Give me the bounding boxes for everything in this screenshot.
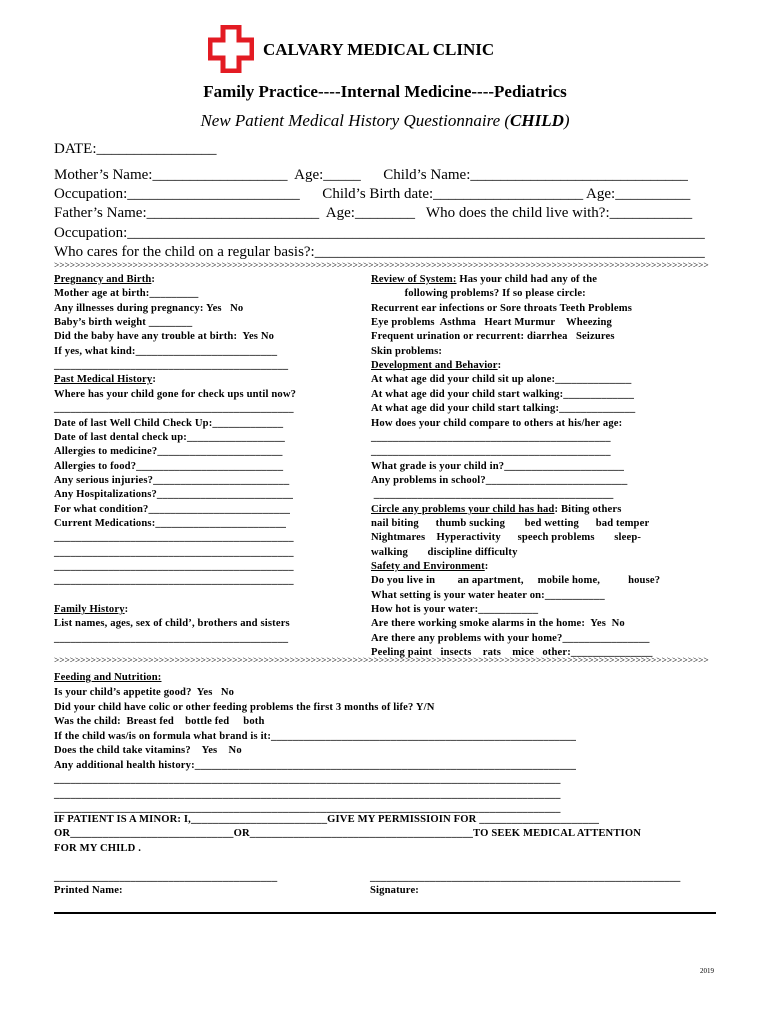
line-text: Date of last Well Child Check Up:_____________ <box>54 417 284 429</box>
line-text: Skin problems: <box>371 345 443 357</box>
line-text: How hot is your water:___________ <box>371 604 539 616</box>
line-text: If yes, what kind:__________________________ <box>54 345 278 357</box>
line-text: Where has your child gone for check ups until now? <box>54 388 297 400</box>
line-text: ____________________________________________ <box>371 431 611 443</box>
right-column-line[interactable] <box>371 490 613 501</box>
right-column-line[interactable] <box>371 462 624 473</box>
left-column-line[interactable] <box>54 289 199 300</box>
line-text: What grade is your child in?______________________ <box>371 460 625 472</box>
line-suffix: : Biting others <box>554 503 622 515</box>
line-suffix: : <box>484 561 489 572</box>
left-column-line[interactable] <box>54 433 285 444</box>
right-column-line[interactable] <box>371 447 611 458</box>
right-column-line <box>371 619 625 630</box>
right-column-line[interactable] <box>371 591 605 602</box>
right-column-line <box>371 576 660 587</box>
line-text: At what age did your child sit up alone:______________ <box>371 374 632 386</box>
line-text: Any serious injuries?_________________________ <box>54 474 290 486</box>
right-column-line[interactable] <box>371 605 538 616</box>
right-column-line[interactable] <box>371 404 635 415</box>
left-column-line <box>54 275 155 286</box>
line-text: Circle any problems your child has had <box>371 503 555 515</box>
right-column-line <box>371 548 518 559</box>
form-title-suffix: ) <box>563 111 570 130</box>
form-title-child: CHILD <box>510 111 564 130</box>
line-text: Peeling paint insects rats mice other:_______________ <box>371 647 653 659</box>
line-text: Mother age at birth:_________ <box>54 288 199 300</box>
date-field[interactable]: DATE:________________ <box>54 141 217 157</box>
feeding-line: Did your child have colic or other feeding problems the first 3 months of life? Y/N <box>54 701 435 713</box>
line-text: ____________________________________________ <box>54 532 294 544</box>
right-column-line <box>371 533 641 544</box>
left-column-line[interactable] <box>54 548 294 559</box>
line-text: ____________________________________________ <box>54 403 294 415</box>
line-text: ___________________________________________ <box>54 360 289 372</box>
line-text: nail biting thumb sucking bed wetting bad temper <box>371 517 650 529</box>
occupation-birthdate-line[interactable]: Occupation:_______________________ Child’s Birth date:____________________ Age:__________ <box>54 186 691 202</box>
clinic-name: CALVARY MEDICAL CLINIC <box>263 40 495 59</box>
line-suffix: : <box>497 360 502 372</box>
section-separator: >>>>>>>>>>>>>>>>>>>>>>>>>>>>>>>>>>>>>>>>>>>>>>>>>>>>>>>>>>>>>>>>>>>>>>>>>>>>>>>>>>>>>>>>>>>>>>>>>>>>>>>>>>>>>>>>>>>>>>>>>>>>> <box>54 262 709 271</box>
for-my-child-line: FOR MY CHILD . <box>54 843 142 854</box>
line-suffix: Has your child had any of the <box>456 274 598 285</box>
feeding-line[interactable]: If the child was/is on formula what brand is it:________________________________________________________ <box>54 730 577 742</box>
form-title-prefix: New Patient Medical History Questionnaire ( <box>200 111 511 130</box>
line-text: Allergies to food?___________________________ <box>54 460 284 472</box>
line-text: Are there any problems with your home?________________ <box>371 632 650 644</box>
line-text: Any problems in school?__________________________ <box>371 474 628 486</box>
left-column-line[interactable] <box>54 476 289 487</box>
right-column-line <box>371 318 612 329</box>
caregiver-line[interactable]: Who cares for the child on a regular basis?:____________________________________________________ <box>54 244 705 260</box>
feeding-line: Was the child: Breast fed bottle fed both <box>54 716 265 727</box>
left-column-line <box>54 390 296 401</box>
right-column-line[interactable] <box>371 476 627 487</box>
right-column-line <box>371 562 488 573</box>
line-text: Past Medical History <box>54 374 153 386</box>
signature-field[interactable]: _________________________________________________________ <box>370 872 681 883</box>
line-text: ____________________________________________ <box>371 489 614 501</box>
left-column-line[interactable] <box>54 447 283 458</box>
line-text: Are there working smoke alarms in the home: Yes No <box>371 618 625 630</box>
left-column-line <box>54 304 243 315</box>
feeding-line[interactable]: Any additional health history:______________________________________________________________________ <box>54 759 577 771</box>
left-column-line[interactable] <box>54 634 288 645</box>
line-text: Nightmares Hyperactivity speech problems sleep- <box>371 532 642 544</box>
feeding-line: Is your child’s appetite good? Yes No <box>54 687 235 698</box>
line-text: Recurrent ear infections or Sore throats Teeth Problems <box>371 302 632 314</box>
minor-permission-line[interactable]: IF PATIENT IS A MINOR: I,_________________________GIVE MY PERMISSIOIN FOR ______________________ <box>54 814 600 825</box>
line-text: What setting is your water heater on:___________ <box>371 589 605 601</box>
line-text: Date of last dental check up:__________________ <box>54 431 285 443</box>
signature-label: Signature: <box>370 885 419 896</box>
line-text: following problems? If so please circle: <box>371 288 586 300</box>
parent-child-line[interactable]: Mother’s Name:__________________ Age:_____ Child’s Name:_____________________________ <box>54 167 688 183</box>
left-column-line[interactable] <box>54 462 283 473</box>
line-text: Family History <box>54 604 125 616</box>
line-text: For what condition?__________________________ <box>54 503 291 515</box>
line-text: ___________________________________________ <box>54 632 289 644</box>
line-text: Review of System: <box>371 274 457 285</box>
left-column-line[interactable] <box>54 533 294 544</box>
line-text: Frequent urination or recurrent: diarrhea Seizures <box>371 331 615 343</box>
line-text: Safety and Environment <box>371 561 485 572</box>
line-text: ____________________________________________ <box>371 446 611 458</box>
line-suffix: : <box>152 374 157 386</box>
right-column-line <box>371 519 649 530</box>
right-column-line <box>371 289 586 300</box>
line-text: Development and Behavior <box>371 360 498 372</box>
right-column-line <box>371 275 597 286</box>
red-cross-icon <box>208 25 254 73</box>
left-column-line[interactable] <box>54 505 290 516</box>
line-text: At what age did your child start walking:_____________ <box>371 388 635 400</box>
right-column-line[interactable] <box>371 375 631 386</box>
right-column-line <box>371 304 632 315</box>
line-text: walking discipline difficulty <box>371 546 518 558</box>
left-column-line[interactable] <box>54 562 294 573</box>
line-text: How does your child compare to others at his/her age: <box>371 417 623 429</box>
section-separator-2: >>>>>>>>>>>>>>>>>>>>>>>>>>>>>>>>>>>>>>>>>>>>>>>>>>>>>>>>>>>>>>>>>>>>>>>>>>>>>>>>>>>>>>>>>>>>>>>>>>>>>>>>>>>>>>>>>>>>>>>>>>>>> <box>54 657 709 666</box>
feeding-heading: Feeding and Nutrition: <box>54 672 162 683</box>
line-text: ____________________________________________ <box>54 561 294 572</box>
left-column-line <box>54 605 128 616</box>
right-column-line[interactable] <box>371 390 634 401</box>
line-text: Pregnancy and Birth <box>54 274 152 285</box>
right-column-line[interactable] <box>371 433 611 444</box>
feeding-line[interactable]: _____________________________________________________________________________________________ <box>54 788 561 800</box>
feeding-line[interactable]: _____________________________________________________________________________________________ <box>54 803 561 814</box>
line-text: List names, ages, sex of child’, brothers and sisters <box>54 618 290 630</box>
attention-line[interactable]: OR______________________________OR_________________________________________TO SEEK MEDICAL ATTENTION <box>54 828 642 839</box>
line-text: Current Medications:________________________ <box>54 517 287 529</box>
line-text: Eye problems Asthma Heart Murmur Wheezing <box>371 317 612 329</box>
form-title <box>0 112 770 129</box>
line-text: Allergies to medicine?_______________________ <box>54 446 283 458</box>
line-text: ____________________________________________ <box>54 575 294 587</box>
line-text: ____________________________________________ <box>54 546 294 558</box>
line-text: Any illnesses during pregnancy: Yes No <box>54 302 244 314</box>
line-suffix: : <box>124 604 129 616</box>
line-text: Baby’s birth weight ________ <box>54 317 193 329</box>
right-column-line <box>371 419 622 430</box>
left-column-line[interactable] <box>54 347 277 358</box>
right-column-line <box>371 505 621 516</box>
left-column-line[interactable] <box>54 404 294 415</box>
left-column-line <box>54 375 156 386</box>
left-column-line[interactable] <box>54 318 192 329</box>
left-column-line[interactable] <box>54 576 294 587</box>
left-column-line <box>54 332 274 343</box>
left-column-line <box>54 619 290 630</box>
feeding-line[interactable]: _____________________________________________________________________________________________ <box>54 774 561 785</box>
father-occupation-line[interactable]: Occupation:_____________________________________________________________________________ <box>54 225 705 241</box>
left-column-line[interactable] <box>54 361 288 372</box>
father-line[interactable]: Father’s Name:_______________________ Age:________ Who does the child live with?:___________ <box>54 205 693 221</box>
right-column-line[interactable] <box>371 634 650 645</box>
printed-name-field[interactable]: _________________________________________ <box>54 872 278 883</box>
form-year: 2019 <box>700 967 714 975</box>
printed-name-label: Printed Name: <box>54 885 123 896</box>
left-column-line[interactable] <box>54 490 293 501</box>
line-text: Do you live in an apartment, mobile home, house? <box>371 575 661 587</box>
right-column-line <box>371 361 501 372</box>
specialties: Family Practice----Internal Medicine----Pediatrics <box>203 82 567 101</box>
line-suffix: : <box>151 274 156 285</box>
right-column-line <box>371 332 615 343</box>
right-column-line <box>371 347 442 358</box>
line-text: At what age did your child start talking:______________ <box>371 403 636 415</box>
left-column-line[interactable] <box>54 419 283 430</box>
feeding-line: Does the child take vitamins? Yes No <box>54 745 242 756</box>
line-text: Any Hospitalizations?_________________________ <box>54 489 294 501</box>
line-text: Did the baby have any trouble at birth: Yes No <box>54 331 275 343</box>
left-column-line[interactable] <box>54 519 286 530</box>
bottom-rule <box>54 912 716 914</box>
